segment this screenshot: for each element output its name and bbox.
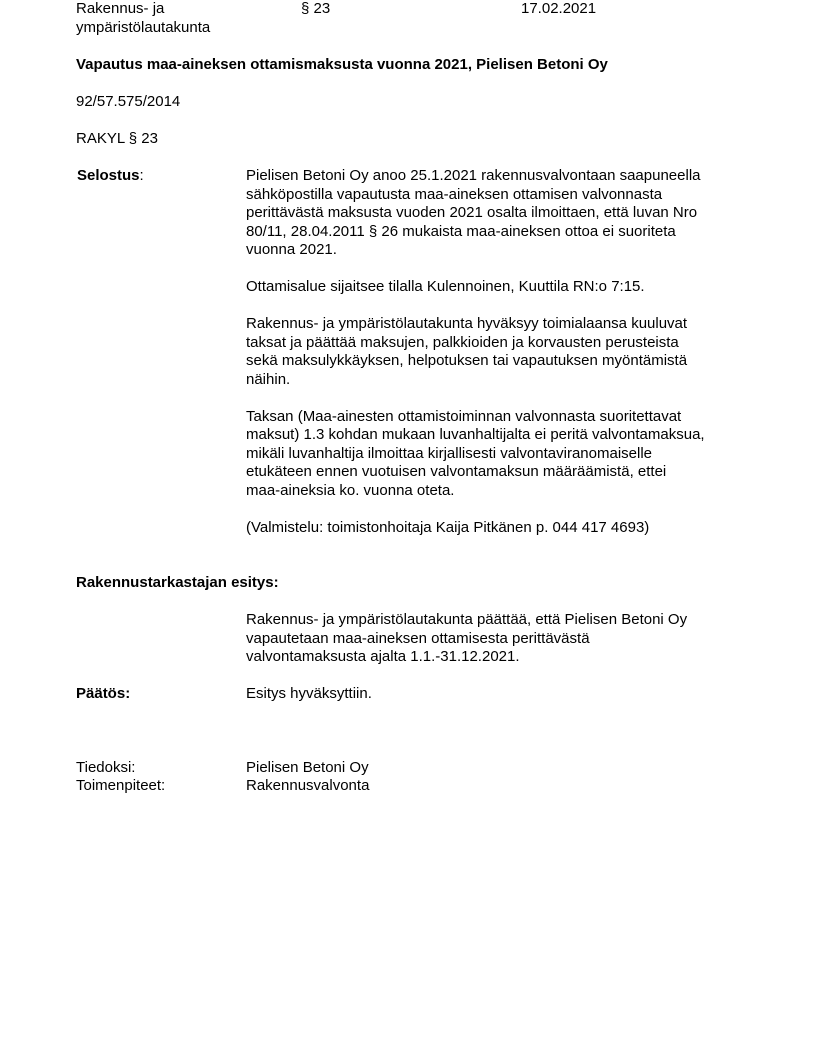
decision-text: Esitys hyväksyttiin. [246, 685, 372, 702]
proposal-text: Rakennus- ja ympäristölautakunta päättää, että Pielisen Betoni Oy vapautetaan maa-aineksen ottamisesta perittävästä valvontamaksusta ajalta 1.1.-31.12.2021. [246, 611, 688, 665]
proposal-body [246, 611, 756, 667]
selostus-paragraph-2: Ottamisalue sijaitsee tilalla Kulennoinen, Kuuttila RN:o 7:15. [246, 278, 645, 295]
selostus-paragraph-4: Taksan (Maa-ainesten ottamistoiminnan valvonnasta suoritettavat maksut) 1.3 kohdan mukaan luvanhaltijalta ei peritä valvontamaksua, mikäli luvanhaltija ilmoittaa kirjallisesti valvontaviranomaiselle etukäteen ennen vuotuisen valvontamaksun määräämistä, ettei maa-aineksia ko. vuonna oteta. [246, 407, 705, 499]
selostus-paragraph-1: Pielisen Betoni Oy anoo 25.1.2021 rakennusvalvontaan saapuneella sähköpostilla vapautusta maa-aineksen ottamisen valvonnasta perittävästä maksusta vuoden 2021 osalta ilmoittaen, että luvan Nro 80/11, 28.04.2011 § 26 mukaista maa-aineksen ottoa ei suoriteta vuonna 2021. [246, 167, 701, 258]
selostus-body [246, 167, 756, 537]
toimenpiteet-value: Rakennusvalvonta [246, 777, 370, 794]
reference-number: 92/57.575/2014 [76, 93, 181, 110]
committee-name-line1: Rakennus- ja [76, 0, 165, 17]
toimenpiteet-label: Toimenpiteet: [76, 777, 166, 794]
selostus-paragraph-5: (Valmistelu: toimistonhoitaja Kaija Pitkänen p. 044 417 4693) [246, 518, 650, 536]
proposal-label: Rakennustarkastajan esitys: [76, 574, 279, 591]
meeting-date: 17.02.2021 [521, 0, 597, 17]
selostus-paragraph-3: Rakennus- ja ympäristölautakunta hyväksyy toimialaansa kuuluvat taksat ja päättää maksujen, palkkioiden ja korvausten perusteista sekä maksulykkäyksen, helpotuksen tai vapautuksen myöntämistä näihin. [246, 315, 688, 388]
section-number: § 23 [301, 0, 331, 17]
committee-name-line2: ympäristölautakunta [76, 18, 211, 36]
rakyl-reference: RAKYL § 23 [76, 130, 158, 147]
document-title: Vapautus maa-aineksen ottamismaksusta vuonna 2021, Pielisen Betoni Oy [76, 56, 608, 73]
selostus-label-text: Selostus [77, 167, 140, 184]
committee-name [76, 0, 210, 37]
tiedoksi-label: Tiedoksi: [76, 759, 136, 776]
tiedoksi-value: Pielisen Betoni Oy [246, 759, 369, 776]
decision-label: Päätös: [76, 685, 131, 702]
selostus-label-colon: : [139, 167, 144, 184]
selostus-label [77, 167, 144, 186]
